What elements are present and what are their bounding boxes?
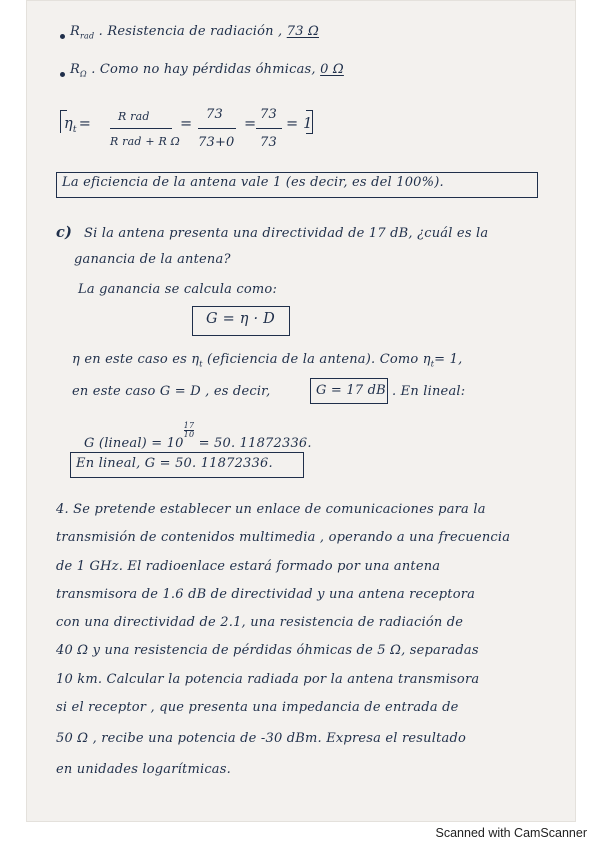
linear-calc: G (lineal) = 10 $\frac{17}{10}$ = 50. 11872336. [84,421,312,451]
eta-explanation-line2: en este caso G = D , es decir, [72,384,271,399]
part-c-question-line2: ganancia de la antena? [74,252,231,267]
problem-4-line: si el receptor , que presenta una impedancia de entrada de [56,700,459,715]
problem-4-line: 40 Ω y una resistencia de pérdidas óhmicas de 5 Ω, separadas [56,643,479,658]
bullet-dot [60,34,65,39]
problem-4-line: en unidades logarítmicas. [56,762,231,777]
problem-4-line: transmisora de 1.6 dB de directividad y una antena receptora [56,587,476,602]
problem-4-line: 4. Se pretende establecer un enlace de comunicaciones para la [56,502,486,517]
bullet-dot [60,72,65,77]
bullet-rohm: $R_\Omega$ . Como no hay pérdidas óhmicas, 0 Ω [70,62,344,79]
linear-result-text: En lineal, G = 50. 11872336. [76,456,273,471]
problem-4-line: 50 Ω , recibe una potencia de -30 dBm. Expresa el resultado [56,731,467,746]
scanner-watermark: Scanned with CamScanner [435,826,587,840]
gain-formula: G = η · D [206,311,275,327]
problem-4-line: 10 km. Calcular la potencia radiada por la antena transmisora [56,672,480,687]
eta-explanation-line1: η en este caso es $\eta_t$ (eficiencia de la antena). Como $\eta_t= 1$, [72,352,463,369]
problem-4-line: transmisión de contenidos multimedia , operando a una frecuencia [56,530,511,545]
problem-4-line: de 1 GHz. El radioenlace estará formado por una antena [56,559,441,574]
part-c-intro: La ganancia se calcula como: [78,282,278,297]
part-c-question-line1: Si la antena presenta una directividad de 17 dB, ¿cuál es la [84,226,489,241]
eta-explanation-end: . En lineal: [392,384,466,399]
gain-db-value: G = 17 dB [316,383,386,398]
problem-4-line: con una directividad de 2.1, una resistencia de radiación de [56,615,464,630]
notebook-page: $R_{rad}$ . Resistencia de radiación , 73 Ω $R_\Omega$ . Como no hay pérdidas óhmicas, 0 Ω $\eta_t$ = R rad R rad + R Ω = 73 73+0 = 73 73 = 1 La eficiencia de la antena vale 1 (es decir, es del 100%). c) Si la antena presenta una directividad de 17 dB, ¿cuál es la ganancia de la antena? La ganancia se calcula como: G = η · D η en este caso es $\eta_t$ (eficiencia de la antena). Como $\eta_t= 1$, en este caso G = D , es decir, G = 17 dB . En lineal: G (lineal) = 10 $\frac{17}{10}$ = 50. 11872336. En lineal, G = 50. 11872336. 4. Se pretende establecer un enlace de comunicaciones para la transmisión de contenidos multimedia , operando a una frecuencia de 1 GHz. El radioenlace estará formado por una antena transmisora de 1.6 dB de directividad y una antena receptora con una directividad de 2.1, una resistencia de radiación de 40 Ω y una resistencia de pérdidas óhmicas de 5 Ω, separadas 10 km. Calcular la potencia radiada por la antena transmisora si el receptor , que presenta una impedancia de entrada de 50 Ω , recibe una potencia de -30 dBm. Expresa el resultado en unidades logarítmicas. [26,0,576,822]
part-c-label: c) [56,224,73,241]
efficiency-conclusion-text: La eficiencia de la antena vale 1 (es decir, es del 100%). [62,175,444,190]
bullet-rrad: $R_{rad}$ . Resistencia de radiación , 73 Ω [70,24,319,41]
